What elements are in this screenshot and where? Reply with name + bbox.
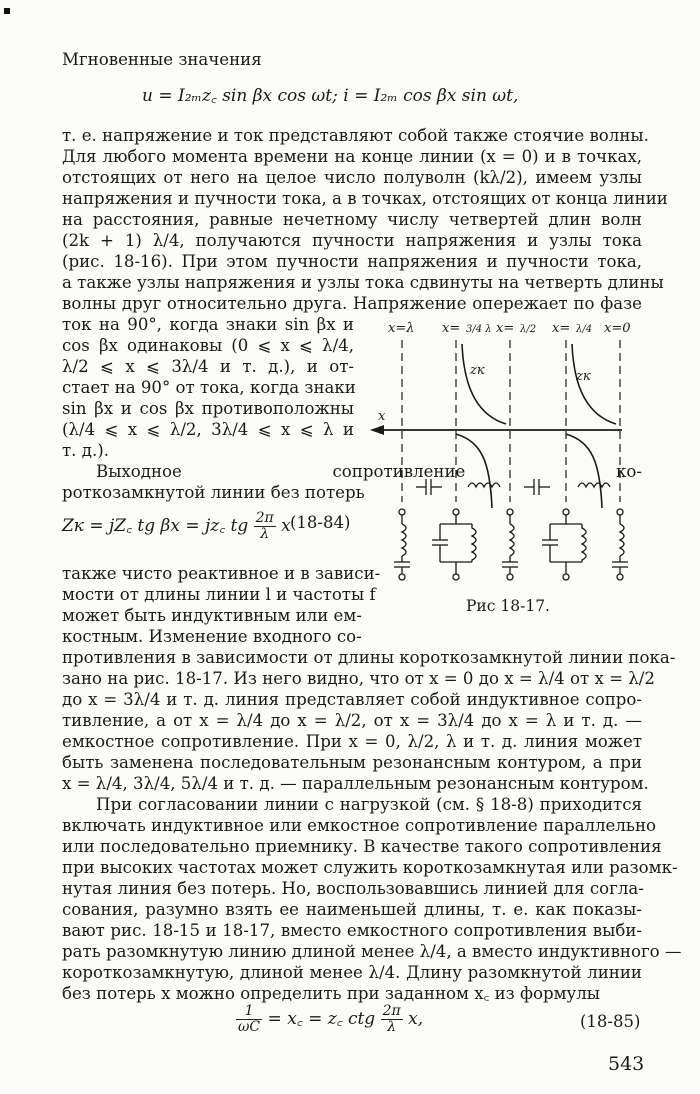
text-line: нутая линия без потерь. Но, воспользовавшись линией для согла- [62,879,644,898]
text-line: sin βx и cos βx противоположны [62,399,354,418]
equation-number-18-84: (18-84) [290,513,351,532]
text-line: тивление, а от x = λ/4 до x = λ/2, от x = 3λ/4 до x = λ и т. д. — [62,711,642,730]
label-x-3-4-lambda-frac: 3/4 λ [466,324,492,335]
text-line: cos βx одинаковы (0 ⩽ x ⩽ λ/4, [62,336,354,355]
formula-bottom-mid: = x꜀ = z꜀ ctg [267,1009,376,1029]
formula-bottom-tail: x, [408,1009,424,1029]
text-line: волны друг относительно друга. Напряжение опережает по фазе [62,294,642,313]
x-axis-arrow [370,425,384,435]
text-line: (λ/4 ⩽ x ⩽ λ/2, 3λ/4 ⩽ x ⩽ λ и [62,420,354,439]
text-line: т. е. напряжение и ток представляют собой также стоячие волны. [62,126,649,145]
text-line: ток на 90°, когда знаки sin βx и [62,315,354,334]
text-line: может быть индуктивным или ем- [62,606,362,625]
text-line: без потерь x можно определить при заданном x꜀ из формулы [62,984,600,1003]
label-zk-1: zк [470,363,485,378]
text-line: противления в зависимости от длины короткозамкнутой линии пока- [62,648,676,667]
label-x-axis: x [378,409,386,424]
text-line: отстоящих от него на целое число полуволн (kλ/2), имеем узлы [62,168,642,187]
text-line: при высоких частотах может служить короткозамкнутая или разомк- [62,858,678,877]
dashed-guides [402,340,620,502]
text-line: вают рис. 18-15 и 18-17, вместо емкостного сопротивления выби- [62,921,642,940]
parallel-resonant-circuits [432,509,586,580]
text-line: зано на рис. 18-17. Из него видно, что от x = 0 до x = λ/4 от x = λ/2 [62,669,655,688]
figure-caption: Рис 18-17. [466,597,550,615]
text-line: λ/2 ⩽ x ⩽ 3λ/4 и т. д.), и от- [62,357,354,376]
formula-zk-tail: x [281,516,291,536]
text-line: напряжения и пучности тока, а в точках, отстоящих от конца линии [62,189,668,208]
formula-18-84 [62,511,291,542]
text-line: короткозамкнутую, длиной менее λ/4. Длину разомкнутой линии [62,963,642,982]
figure-18-17 [360,312,650,592]
text-line: т. д.). [62,441,109,460]
text-line: x = λ/4, 3λ/4, 5λ/4 и т. д. — параллельным резонансным контуром. [62,774,649,793]
page-corner-mark [4,8,10,14]
formula-18-85 [236,1004,423,1035]
fraction-2pi-lambda-2: $\frac{2\pi}{\lambda}$ [382,1003,401,1035]
text-line: сования, разумно взять ее наименьшей длины, т. е. как показы- [62,900,642,919]
page-number: 543 [608,1053,645,1075]
text-line: включать индуктивное или емкостное сопротивление параллельно [62,816,657,835]
label-x-lambda-quarter: x= [552,321,571,336]
label-x-3-4-lambda: x= [442,321,461,336]
text-line: мости от длины линии l и частоты f [62,585,376,604]
series-resonant-circuits [394,509,628,580]
text-line: или последовательно приемнику. В качестве такого сопротивления [62,837,662,856]
text-line: быть заменена последовательным резонансным контуром, а при [62,753,642,772]
heading-line: Мгновенные значения [62,50,262,69]
text-line: на расстояния, равные нечетному числу четвертей длин волн [62,210,642,229]
formula-zk-text: Zк = jZ꜀ tg βx = jz꜀ tg [62,516,249,536]
text-line: При согласовании линии с нагрузкой (см. § 18-8) приходится [96,795,642,814]
text-line: рать разомкнутую линию длиной менее λ/4, а вместо индуктивного — [62,942,682,961]
label-x-zero: x=0 [604,321,631,336]
equivalent-elements [416,479,610,495]
label-zk-2: zк [576,369,591,384]
text-line: Выходное сопротивление ко- [96,462,642,481]
label-x-lambda-quarter-frac: λ/4 [576,324,593,335]
text-line: (2k + 1) λ/4, получаются пучности напряжения и узлы тока [62,231,642,250]
formula-instant-values: u = I₂ₘz꜀ sin βx cos ωt; i = I₂ₘ cos βx sin ωt, [142,86,519,106]
text-line: а также узлы напряжения и узлы тока сдвинуты на четверть длины [62,273,664,292]
text-line: стает на 90° от тока, когда знаки [62,378,356,397]
fraction-2pi-lambda: $\frac{2\pi}{\lambda}$ [255,510,274,542]
text-line: также чисто реактивное и в зависи- [62,564,381,583]
label-x-lambda: x=λ [388,321,415,336]
label-x-lambda-half: x= [496,321,515,336]
fraction-1-omega-c: $\frac{1}{\omega C}$ [238,1003,261,1035]
label-x-lambda-half-frac: λ/2 [520,324,537,335]
text-line: роткозамкнутой линии без потерь [62,483,365,502]
equation-number-18-85: (18-85) [580,1012,641,1031]
text-line: Для любого момента времени на конце линии (x = 0) и в точках, [62,147,642,166]
text-line: емкостное сопротивление. При x = 0, λ/2, λ и т. д. линия может [62,732,642,751]
text-line: (рис. 18-16). При этом пучности напряжения и пучности тока, [62,252,642,271]
text-line: костным. Изменение входного со- [62,627,362,646]
text-line: до x = 3λ/4 и т. д. линия представляет собой индуктивное сопро- [62,690,642,709]
